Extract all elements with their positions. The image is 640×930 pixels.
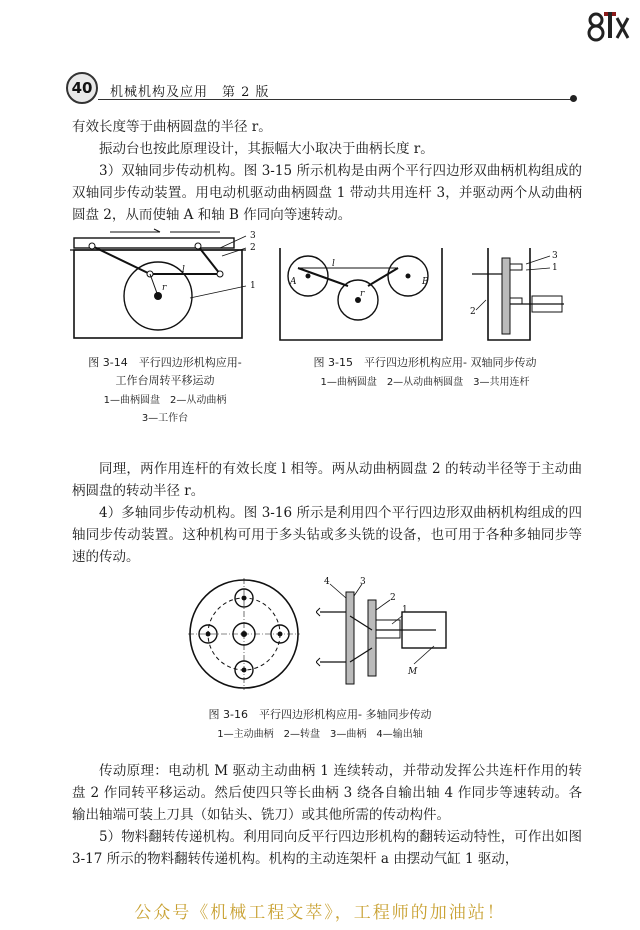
fig15-label-A: A	[290, 277, 297, 287]
figure-3-14-legend-1: 1—曲柄圆盘 2—从动曲柄	[103, 395, 227, 406]
publisher-logo	[584, 6, 630, 42]
fig16-label-2: 2	[390, 593, 396, 603]
figure-3-15-side-view	[466, 244, 566, 346]
figure-3-14-drawing	[70, 228, 270, 346]
paragraph-6: 传动原理：电动机 M 驱动主动曲柄 1 连续转动，并带动发挥公共连杆作用的转盘 2 作同转平移运动。然后使四只等长曲柄 3 绕各自输出轴 4 作同步等速转动。各输出轴端可装上刀具（如钻头、铣刀）或其他所需的传动构件。	[72, 763, 582, 823]
figure-3-16-front-view	[186, 576, 302, 692]
fig14-label-1: 1	[250, 281, 256, 291]
fig15-label-r: r	[360, 289, 365, 299]
fig16-label-4: 4	[324, 577, 330, 587]
page-header	[66, 66, 576, 102]
page-number: 40	[66, 72, 98, 104]
figure-3-16-side-view	[316, 576, 466, 692]
figure-3-15-drawing	[276, 244, 448, 346]
fig14-label-3: 3	[250, 231, 256, 241]
fig14-label-2: 2	[250, 243, 256, 253]
paragraph-2: 振动台也按此原理设计，其振幅大小取决于曲柄长度 r。	[99, 141, 434, 157]
fig15-side-label-2: 2	[470, 307, 476, 317]
paragraph-7: 5）物料翻转传递机构。利用同向反平行四边形机构的翻转运动特性，可作出如图 3-17 所示的物料翻转传递机构。机构的主动连架杆 a 由摆动气缸 1 驱动，	[72, 829, 582, 867]
figure-3-15-legend: 1—曲柄圆盘 2—从动曲柄圆盘 3—共用连杆	[320, 377, 530, 388]
figure-3-15-title: 图 3-15 平行四边形机构应用- 双轴同步传动	[313, 356, 537, 369]
header-rule	[98, 99, 572, 100]
paragraph-1: 有效长度等于曲柄圆盘的半径 r。	[72, 119, 272, 135]
paragraph-3: 3）双轴同步传动机构。图 3-15 所示机构是由两个平行四边形双曲柄机构组成的双轴同步传动装置。用电动机驱动曲柄圆盘 1 带动共用连杆 3，并驱动两个从动曲柄圆盘 2，从而使轴 A 和轴 B 作同向等速转动。	[72, 163, 582, 223]
fig16-label-3: 3	[360, 577, 366, 587]
fig14-label-l: l	[182, 265, 185, 275]
paragraph-4: 同理，两作用连杆的有效长度 l 相等。两从动曲柄圆盘 2 的转动半径等于主动曲柄圆盘的转动半径 r。	[72, 461, 582, 499]
header-dot	[570, 95, 577, 102]
fig15-label-B: B	[422, 277, 429, 287]
figure-3-16-title: 图 3-16 平行四边形机构应用- 多轴同步传动	[208, 708, 432, 721]
fig16-label-M: M	[408, 667, 418, 677]
figure-3-14-title: 图 3-14 平行四边形机构应用-	[88, 356, 242, 369]
fig14-label-r: r	[162, 283, 167, 293]
fig16-label-1: 1	[402, 605, 408, 615]
paragraph-5: 4）多轴同步传动机构。图 3-16 所示是利用四个平行四边形双曲柄机构组成的四轴同步传动装置。这种机构可用于多头钻或多头铣的设备，也可用于各种多轴同步等速的传动。	[72, 505, 582, 565]
figure-3-14-legend-2: 3—工作台	[141, 413, 189, 424]
fig15-side-label-1: 1	[552, 263, 558, 273]
figure-3-14-title-2: 工作台周转平移运动	[115, 374, 215, 387]
fig15-side-label-3: 3	[552, 251, 558, 261]
footer-banner: 公众号《机械工程文萃》，工程师的加油站！	[134, 903, 506, 923]
figure-3-16-legend: 1—主动曲柄 2—转盘 3—曲柄 4—输出轴	[217, 729, 423, 740]
fig15-label-l: l	[332, 259, 335, 269]
book-title: 机械机构及应用 第 2 版	[110, 85, 270, 100]
